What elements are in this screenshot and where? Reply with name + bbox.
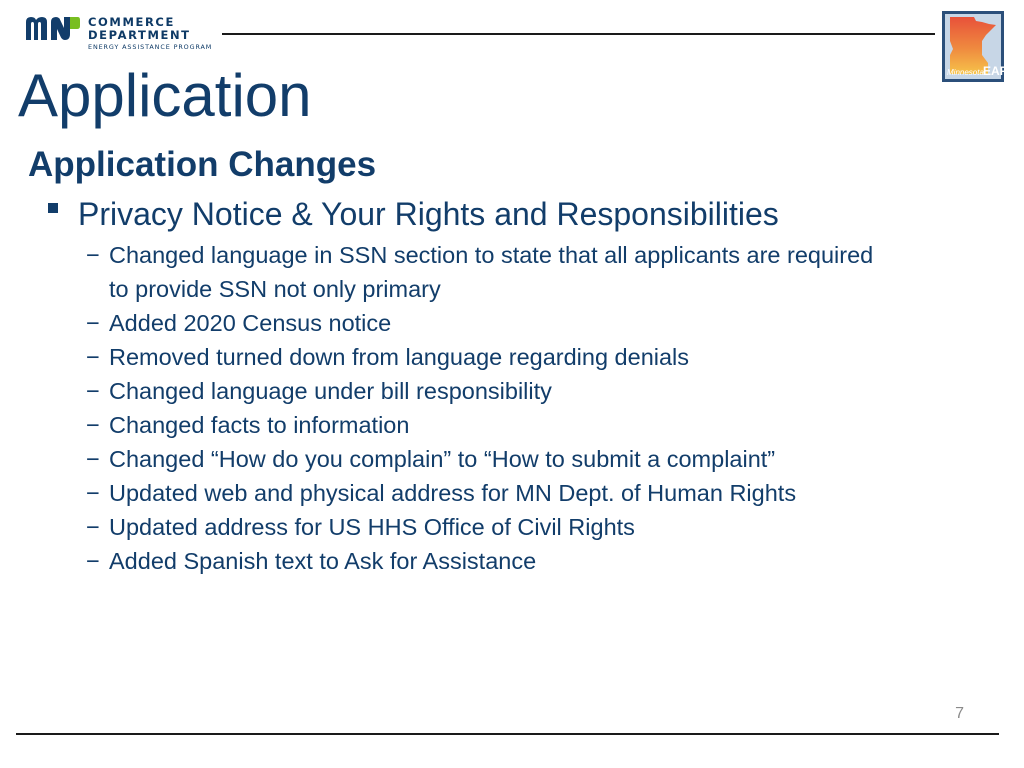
dash-bullet: − [86, 412, 100, 438]
logo-line-department: DEPARTMENT [88, 28, 191, 42]
list-item [86, 544, 906, 578]
list-item-text: Changed facts to information [109, 412, 410, 438]
footer-divider [16, 733, 999, 735]
dash-bullet: − [86, 548, 100, 574]
list-item [86, 340, 906, 374]
dash-bullet: − [86, 242, 100, 268]
minnesota-eap-badge-icon [942, 11, 1008, 82]
dash-bullet: − [86, 310, 100, 336]
dash-bullet: − [86, 480, 100, 506]
change-list [86, 238, 906, 578]
list-item [86, 306, 906, 340]
list-item [86, 374, 906, 408]
bullet-level1 [48, 194, 779, 234]
logo-line-commerce: COMMERCE [88, 15, 175, 29]
slide-title: Application [18, 62, 312, 129]
badge-text-minnesota: Minnesota [947, 68, 984, 77]
square-bullet-icon [48, 203, 58, 213]
logo-line-program: ENERGY ASSISTANCE PROGRAM [88, 43, 213, 51]
list-item [86, 442, 906, 476]
header-divider [222, 33, 935, 35]
list-item [86, 238, 906, 306]
dash-bullet: − [86, 514, 100, 540]
list-item-text: Added 2020 Census notice [109, 310, 392, 336]
list-item [86, 476, 906, 510]
list-item-text: Changed language in SSN section to state that all applicants are required to provide SSN not only primary [109, 242, 874, 302]
commerce-logo [24, 14, 224, 54]
mn-logo-icon [24, 14, 82, 42]
list-item [86, 408, 906, 442]
dash-bullet: − [86, 378, 100, 404]
section-title: Application Changes [28, 145, 377, 184]
list-item-text: Updated web and physical address for MN Dept. of Human Rights [109, 480, 797, 506]
dash-bullet: − [86, 344, 100, 370]
list-item-text: Added Spanish text to Ask for Assistance [109, 548, 537, 574]
bullet-level1-text: Privacy Notice & Your Rights and Responsibilities [78, 196, 779, 232]
list-item-text: Removed turned down from language regarding denials [109, 344, 690, 370]
logo-wordmark [88, 16, 212, 52]
dash-bullet: − [86, 446, 100, 472]
page-number: 7 [955, 705, 964, 722]
list-item [86, 510, 906, 544]
badge-text-eap: EAP [983, 64, 1008, 78]
list-item-text: Updated address for US HHS Office of Civil Rights [109, 514, 635, 540]
list-item-text: Changed language under bill responsibility [109, 378, 552, 404]
list-item-text: Changed “How do you complain” to “How to submit a complaint” [109, 446, 776, 472]
